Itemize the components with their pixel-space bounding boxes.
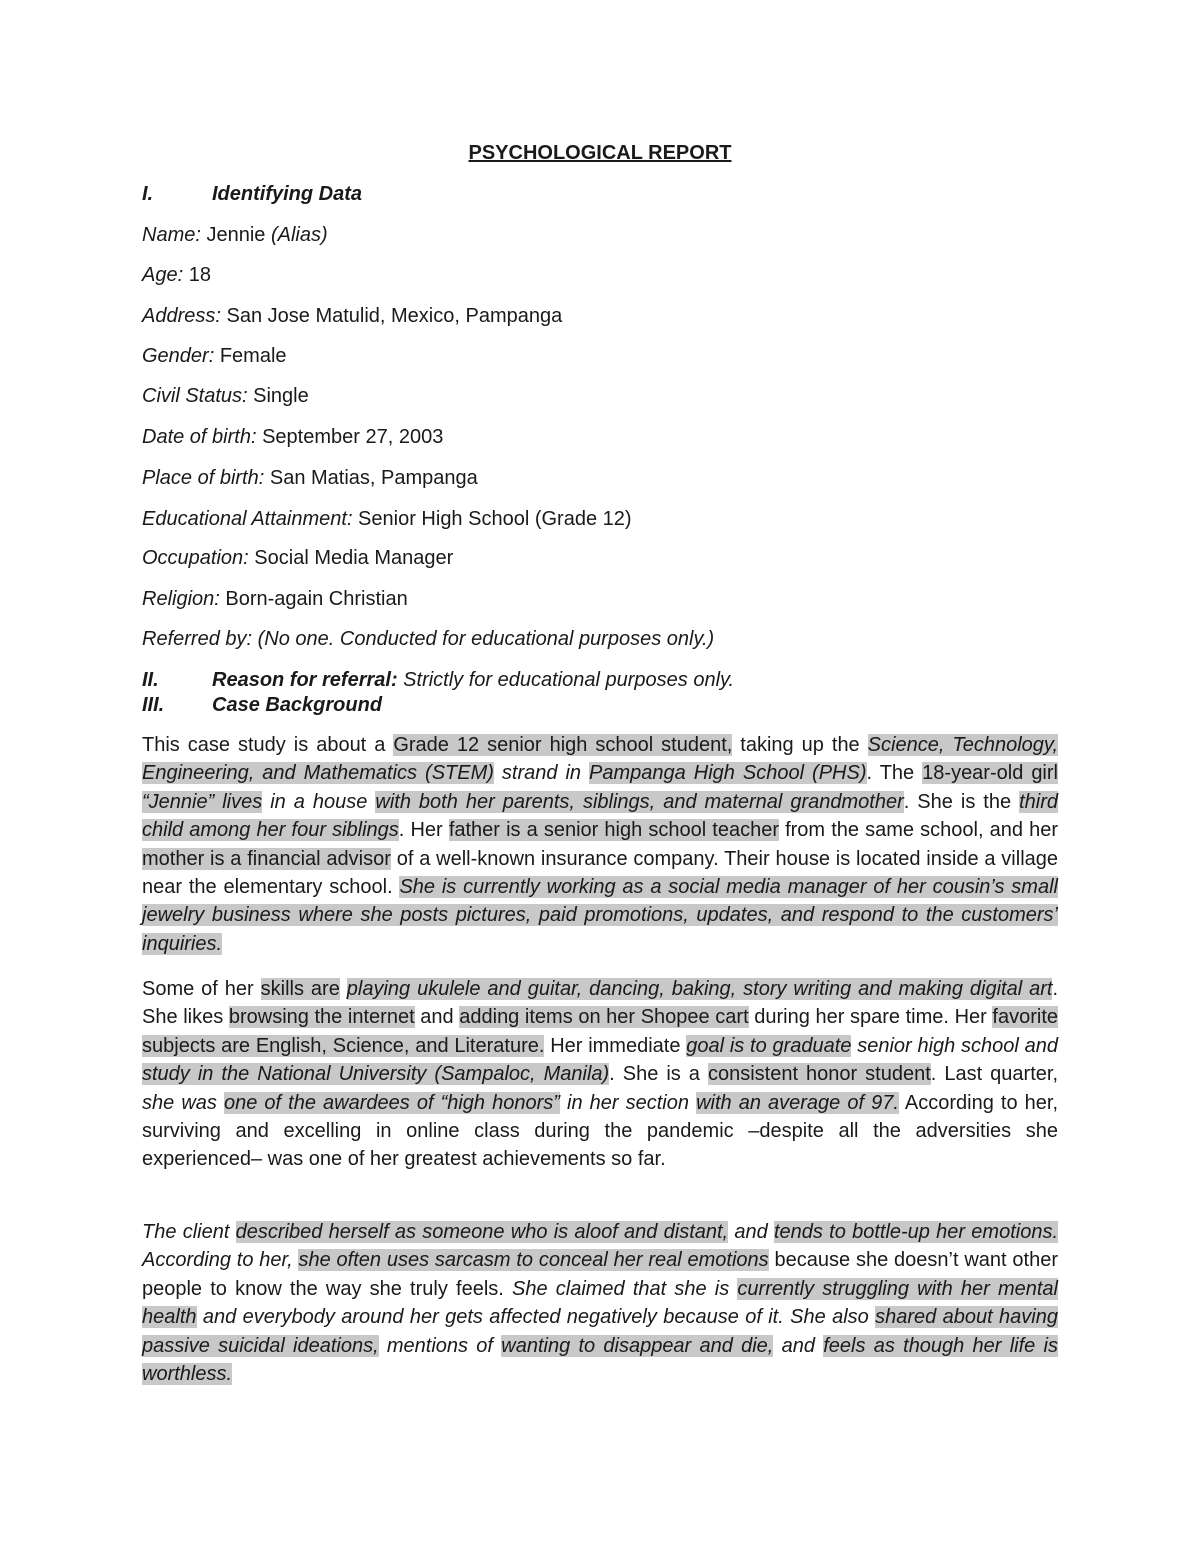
- text-run: strand in: [493, 762, 590, 785]
- highlighted-text: feels as though her life is worthless.: [142, 1334, 1058, 1386]
- text-run: . She is a: [609, 1063, 708, 1086]
- field-label: Occupation:: [142, 547, 249, 569]
- highlighted-text: goal is to graduate: [686, 1034, 852, 1057]
- field-label: Referred by:: [142, 628, 253, 650]
- section-title: Reason for referral:: [212, 669, 398, 691]
- field-label: Educational Attainment:: [142, 508, 353, 530]
- field-educational-attainment: [142, 508, 632, 531]
- field-address: [142, 305, 562, 328]
- highlighted-text: shared about having passive suicidal ideations,: [142, 1306, 1058, 1357]
- field-value: Senior High School (Grade 12): [352, 508, 632, 530]
- section-heading: [212, 183, 362, 206]
- section-number: II.: [142, 669, 159, 691]
- highlighted-text: playing ukulele and guitar, dancing, baking, story writing and making digital art: [346, 978, 1053, 1000]
- field-label: Date of birth:: [142, 426, 257, 448]
- text-run: of a well-known insurance company. Their house is located inside a village near the elementary school.: [142, 847, 1059, 899]
- text-run: This case study is about a: [142, 734, 394, 756]
- field-place-of-birth: [142, 467, 478, 490]
- text-run: According to her, surviving and excelling in online class during the pandemic –despite all the adversities she experienced– was one of her greatest achievements so far.: [142, 1091, 1059, 1171]
- text-run: mentions of: [378, 1334, 502, 1357]
- highlighted-text: browsing the internet: [228, 1006, 415, 1029]
- highlighted-text: one of the awardees of “high honors”: [223, 1091, 560, 1114]
- section-tail: Strictly for educational purposes only.: [397, 669, 735, 691]
- report-title: PSYCHOLOGICAL REPORT: [468, 142, 732, 164]
- highlighted-text: She is currently working as a social media manager of her cousin’s small jewelry business where she posts pictures, paid promotions, updates, and respond to the customers’ inquiries.: [142, 876, 1058, 955]
- field-occupation: [142, 547, 453, 570]
- field-value: Jennie (Alias): [200, 224, 328, 246]
- highlighted-text: with both her parents, siblings, and maternal grandmother: [375, 790, 904, 813]
- text-run: She claimed that she is: [512, 1277, 738, 1300]
- section-title: Case Background: [212, 694, 383, 716]
- text-run: . She is the: [903, 790, 1020, 813]
- text-run: . Her: [398, 819, 449, 842]
- text-run: and: [728, 1221, 774, 1243]
- field-value: Born-again Christian: [219, 588, 408, 610]
- section-title: Identifying Data: [212, 183, 363, 205]
- paragraph-case-background-3: [142, 1218, 1058, 1388]
- highlighted-text: study in the National University (Sampaloc, Manila): [142, 1063, 610, 1086]
- text-run: [340, 978, 347, 1000]
- text-run: in her section: [559, 1091, 697, 1114]
- text-run: from the same school, and her: [778, 819, 1058, 842]
- field-age: [142, 264, 211, 287]
- field-label: Address:: [142, 305, 221, 327]
- highlighted-text: third child among her four siblings: [142, 790, 1058, 842]
- highlighted-text: skills are: [260, 978, 340, 1000]
- highlighted-text: Science, Technology, Engineering, and Mathematics (STEM): [142, 734, 1058, 785]
- text-run: in a house: [262, 790, 376, 813]
- field-referred-by: [142, 628, 714, 651]
- text-run: senior high school and: [851, 1034, 1059, 1057]
- field-name: [142, 224, 328, 247]
- field-label: Gender:: [142, 345, 215, 367]
- text-run: and: [414, 1006, 460, 1029]
- highlighted-text: Grade 12 senior high school student,: [393, 734, 733, 756]
- field-value: San Matias, Pampanga: [264, 467, 478, 489]
- highlighted-text: Pampanga High School (PHS): [589, 762, 867, 785]
- field-value: Social Media Manager: [248, 547, 454, 569]
- highlighted-text: father is a senior high school teacher: [448, 819, 779, 842]
- field-value: Single: [247, 385, 309, 407]
- highlighted-text: tends to bottle-up her emotions.: [773, 1221, 1059, 1243]
- field-value: September 27, 2003: [256, 426, 444, 448]
- highlighted-text: mother is a financial advisor: [142, 847, 391, 870]
- field-gender: [142, 345, 287, 368]
- text-run: Some of her: [142, 978, 261, 1000]
- text-run: . Last quarter,: [930, 1063, 1059, 1086]
- highlighted-text: currently struggling with her mental health: [142, 1277, 1058, 1329]
- section-number: III.: [142, 694, 165, 716]
- highlighted-text: 18-year-old girl: [922, 762, 1058, 785]
- highlighted-text: described herself as someone who is aloof and distant,: [235, 1221, 729, 1243]
- text-run: According to her,: [142, 1249, 299, 1272]
- section-number: I.: [142, 183, 154, 205]
- highlighted-text: she often uses sarcasm to conceal her real emotions: [298, 1249, 769, 1272]
- text-run: and everybody around her gets affected negatively because of it. She also: [196, 1306, 876, 1329]
- field-date-of-birth: [142, 426, 443, 449]
- text-run: The client: [142, 1221, 236, 1243]
- section-heading: [212, 669, 734, 692]
- highlighted-text: “Jennie” lives: [142, 790, 263, 813]
- text-run: taking up the: [732, 734, 868, 756]
- text-run: . She likes: [142, 978, 1058, 1029]
- text-run: she was: [142, 1091, 224, 1114]
- field-label: Place of birth:: [142, 467, 265, 489]
- text-run: . The: [866, 762, 923, 785]
- field-label: Civil Status:: [142, 385, 248, 407]
- text-run: and: [773, 1334, 824, 1357]
- paragraph-case-background-2: [142, 975, 1058, 1174]
- field-value: Female: [214, 345, 287, 367]
- highlighted-text: consistent honor student: [707, 1063, 931, 1086]
- field-label: Religion:: [142, 588, 220, 610]
- highlighted-text: with an average of 97.: [696, 1091, 899, 1114]
- text-run: during her spare time. Her: [748, 1006, 993, 1029]
- text-run: Her immediate: [544, 1034, 687, 1057]
- field-value: (No one. Conducted for educational purposes only.): [252, 628, 715, 650]
- field-label: Name:: [142, 224, 201, 246]
- paragraph-case-background-1: [142, 731, 1058, 958]
- section-heading: [212, 694, 382, 717]
- highlighted-text: adding items on her Shopee cart: [459, 1006, 749, 1029]
- field-value: 18: [183, 264, 211, 286]
- text-run: because she doesn’t want other people to know the way she truly feels.: [142, 1249, 1058, 1300]
- alias-note: (Alias): [270, 224, 328, 246]
- highlighted-text: favorite subjects are English, Science, and Literature.: [142, 1006, 1059, 1057]
- field-religion: [142, 588, 408, 611]
- field-value: San Jose Matulid, Mexico, Pampanga: [220, 305, 563, 327]
- field-civil-status: [142, 385, 309, 408]
- field-label: Age:: [142, 264, 184, 286]
- highlighted-text: wanting to disappear and die,: [501, 1334, 774, 1357]
